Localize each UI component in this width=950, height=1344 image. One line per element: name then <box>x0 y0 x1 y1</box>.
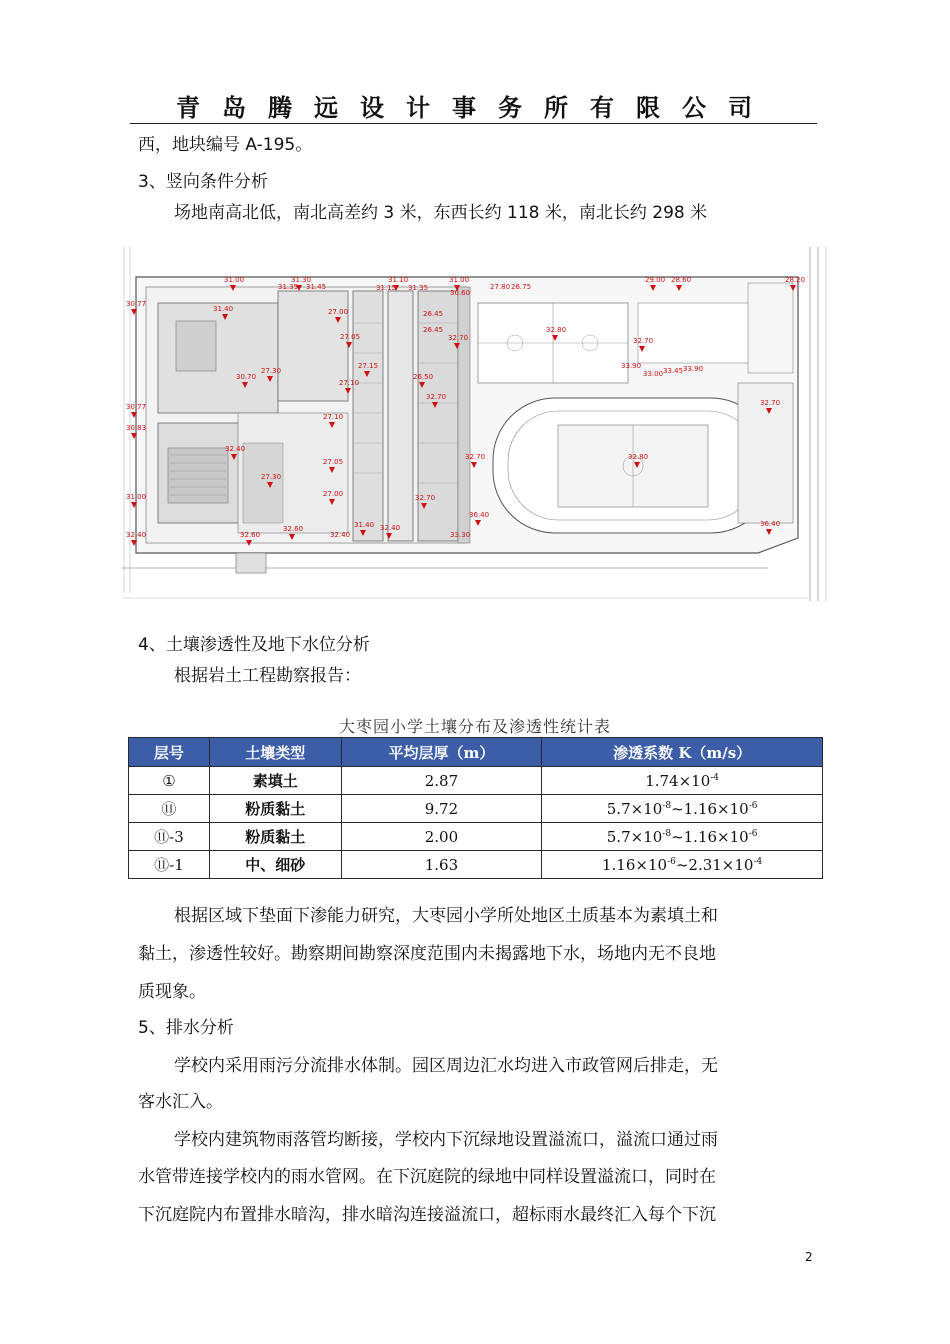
k2-base: ~1.16×10 <box>671 827 749 846</box>
paragraph-soil-summary-1: 根据区域下垫面下渗能力研究，大枣园小学所处地区土质基本为素填土和 <box>174 906 718 926</box>
svg-text:32.70: 32.70 <box>760 399 781 407</box>
svg-text:36.40: 36.40 <box>760 520 781 528</box>
k2-base: ~1.16×10 <box>671 799 749 818</box>
svg-text:28.20: 28.20 <box>785 276 806 284</box>
paragraph-soil-summary-3: 质现象。 <box>138 982 206 1002</box>
permeability-cell <box>542 795 823 823</box>
svg-text:31.10: 31.10 <box>388 276 409 284</box>
k2-exponent: -6 <box>748 800 758 811</box>
table-header-row <box>129 738 823 767</box>
paragraph-drainage-1: 学校内采用雨污分流排水体制。园区周边汇水均进入市政管网后排走，无 <box>174 1056 718 1076</box>
svg-text:27.10: 27.10 <box>339 379 360 387</box>
header-rule <box>130 123 817 124</box>
layer-cell: ⑪-1 <box>129 851 210 879</box>
layer-cell: ⑪-3 <box>129 823 210 851</box>
svg-text:30.70: 30.70 <box>236 373 257 381</box>
svg-text:26.75: 26.75 <box>511 283 532 291</box>
k-base: 1.16×10 <box>602 855 668 874</box>
svg-text:31.15: 31.15 <box>376 284 397 292</box>
svg-text:31.45: 31.45 <box>306 283 327 291</box>
k-base: 5.7×10 <box>606 799 663 818</box>
k-exponent: -4 <box>710 772 720 783</box>
heading-vertical-conditions: 3、竖向条件分析 <box>138 172 268 192</box>
soil-permeability-table <box>128 737 823 879</box>
svg-text:30.60: 30.60 <box>450 289 471 297</box>
thickness-cell: 1.63 <box>341 851 542 879</box>
k2-exponent: -6 <box>748 828 758 839</box>
paragraph-drainage-2: 客水汇入。 <box>138 1092 223 1112</box>
svg-text:32.70: 32.70 <box>426 393 447 401</box>
k-exponent: -6 <box>667 856 676 867</box>
svg-text:27.30: 27.30 <box>261 367 282 375</box>
svg-text:32.60: 32.60 <box>283 525 304 533</box>
k2-base: ~2.31×10 <box>675 855 754 874</box>
soil-type-cell: 素填土 <box>209 767 341 795</box>
paragraph-drainage-3: 学校内建筑物雨落管均断接，学校内下沉绿地设置溢流口，溢流口通过雨 <box>174 1130 718 1150</box>
table-row <box>129 767 823 795</box>
svg-text:31.40: 31.40 <box>354 521 375 529</box>
svg-text:32.70: 32.70 <box>415 494 436 502</box>
svg-text:31.30: 31.30 <box>291 276 312 284</box>
k-exponent: -8 <box>662 800 672 811</box>
svg-text:27.05: 27.05 <box>340 333 361 341</box>
header-soil-type: 土壤类型 <box>209 738 341 767</box>
svg-text:32.80: 32.80 <box>628 453 649 461</box>
svg-text:30.77: 30.77 <box>126 300 147 308</box>
svg-text:31.00: 31.00 <box>126 493 147 501</box>
svg-text:32.70: 32.70 <box>465 453 486 461</box>
paragraph-drainage-4: 水管带连接学校内的雨水管网。在下沉庭院的绿地中同样设置溢流口，同时在 <box>138 1167 716 1187</box>
svg-text:31.35: 31.35 <box>278 283 299 291</box>
svg-text:32.70: 32.70 <box>448 334 469 342</box>
svg-text:27.80: 27.80 <box>490 283 511 291</box>
svg-text:33.90: 33.90 <box>621 362 642 370</box>
svg-text:33.00: 33.00 <box>643 370 664 378</box>
table-row <box>129 851 823 879</box>
thickness-cell: 2.87 <box>341 767 542 795</box>
svg-text:32.40: 32.40 <box>380 524 401 532</box>
table-caption: 大枣园小学土壤分布及渗透性统计表 <box>338 717 611 736</box>
soil-type-cell: 中、细砂 <box>209 851 341 879</box>
header-thickness: 平均层厚（m） <box>341 738 542 767</box>
svg-text:27.00: 27.00 <box>328 308 349 316</box>
svg-text:33.30: 33.30 <box>450 531 471 539</box>
heading-soil-permeability: 4、土壤渗透性及地下水位分析 <box>138 635 370 655</box>
svg-text:31.00: 31.00 <box>449 276 470 284</box>
k-exponent: -8 <box>662 828 672 839</box>
heading-drainage: 5、排水分析 <box>138 1018 234 1038</box>
svg-text:26.50: 26.50 <box>413 373 434 381</box>
svg-text:27.30: 27.30 <box>261 473 282 481</box>
svg-text:26.45: 26.45 <box>423 326 444 334</box>
svg-text:30.83: 30.83 <box>126 424 147 432</box>
svg-text:32.40: 32.40 <box>330 531 351 539</box>
svg-text:32.80: 32.80 <box>546 326 567 334</box>
layer-cell: ⑪ <box>129 795 210 823</box>
svg-text:31.35: 31.35 <box>408 284 429 292</box>
svg-text:32.60: 32.60 <box>240 531 261 539</box>
svg-text:33.90: 33.90 <box>683 365 704 373</box>
svg-text:27.10: 27.10 <box>323 413 344 421</box>
svg-text:32.40: 32.40 <box>225 445 246 453</box>
k-base: 5.7×10 <box>606 827 663 846</box>
svg-text:27.15: 27.15 <box>358 362 379 370</box>
layer-cell: ① <box>129 767 210 795</box>
paragraph-survey-report: 根据岩土工程勘察报告： <box>174 666 361 686</box>
thickness-cell: 2.00 <box>341 823 542 851</box>
header-layer: 层号 <box>129 738 210 767</box>
paragraph-soil-summary-2: 黏土，渗透性较好。勘察期间勘察深度范围内未揭露地下水，场地内无不良地 <box>138 944 716 964</box>
svg-text:32.40: 32.40 <box>126 531 147 539</box>
table-row <box>129 795 823 823</box>
svg-text:32.70: 32.70 <box>633 337 654 345</box>
svg-text:28.60: 28.60 <box>671 276 692 284</box>
soil-type-cell: 粉质黏土 <box>209 795 341 823</box>
header-permeability: 渗透系数 K（m/s） <box>542 738 823 767</box>
permeability-cell <box>542 823 823 851</box>
site-plan-drawing <box>118 243 830 605</box>
permeability-cell <box>542 851 823 879</box>
svg-text:30.77: 30.77 <box>126 403 147 411</box>
thickness-cell: 9.72 <box>341 795 542 823</box>
table-row <box>129 823 823 851</box>
permeability-cell <box>542 767 823 795</box>
svg-text:33.45: 33.45 <box>663 367 684 375</box>
svg-text:29.00: 29.00 <box>645 276 666 284</box>
svg-text:26.45: 26.45 <box>423 310 444 318</box>
k-base: 1.74×10 <box>645 771 711 790</box>
svg-text:31.40: 31.40 <box>213 305 234 313</box>
paragraph-drainage-5: 下沉庭院内布置排水暗沟，排水暗沟连接溢流口，超标雨水最终汇入每个下沉 <box>138 1205 716 1225</box>
paragraph-site-elevation: 场地南高北低，南北高差约 3 米，东西长约 118 米，南北长约 298 米 <box>174 203 708 223</box>
paragraph-plot-number: 西，地块编号 A-195。 <box>138 135 313 155</box>
soil-type-cell: 粉质黏土 <box>209 823 341 851</box>
page-number: 2 <box>805 1250 813 1264</box>
svg-text:31.00: 31.00 <box>224 276 245 284</box>
svg-text:27.05: 27.05 <box>323 458 344 466</box>
svg-text:27.00: 27.00 <box>323 490 344 498</box>
k2-exponent: -4 <box>753 856 763 867</box>
svg-text:36.40: 36.40 <box>469 511 490 519</box>
company-header: 青岛腾远设计事务所有限公司 <box>176 93 774 122</box>
